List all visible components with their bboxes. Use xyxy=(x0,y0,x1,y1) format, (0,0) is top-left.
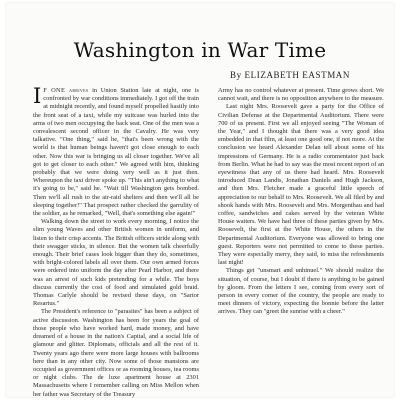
article-byline: By ELIZABETH EASTMAN xyxy=(230,70,350,80)
left-paragraph-1-text: in Union Station late at night, one is confronted by war conditions immediately. I got off the train at midnight recently, and found myself propelled hastily into the front seat of a taxi, while my suitcase was hurled into the arms of two men occupying the back seat. One of the men was a convalescent second officer in the Cavalry. He was very talkative. "One thing," said he, "that's been wrong with the world is that human beings haven't got close enough to each other. Now this war is bringing us all closer together. We've all got to get closer to each other." We agreed with him, thinking probably that we were doing very well as it just then. Whereupon the taxi driver spoke up. "This ain't anything to what it's going to be," said he. "Wait till Washington gets bombed. Then we'll all rush to the air-raid shelters and then we'll all be sleeping together!" That prospect rather checked the garrulity of the soldier, as he remarked, "Well, that's something else again!" xyxy=(33,87,199,218)
lead-words: F ONE arrives xyxy=(43,87,89,94)
right-column xyxy=(218,87,384,317)
magazine-page xyxy=(6,3,394,397)
left-paragraph-3: The President's reference to "parasites" has been a subject of active discussion. Washington has been for years the goal of those people who have worked hard, made money, and have dreamed of a house in the nation's Capital, and a social life of glamour and glitter. Diplomats, officials and all the rest of it. Twenty years ago there were more large houses with ballrooms here than in any other city. Now some of those mansions are occupied as government offices or as rooming houses, tea rooms or night clubs. The de luxe apartment house at 2301 Massachusetts where I remember calling on Miss Mellon when her father was Secretary of the Treasury xyxy=(33,308,199,398)
right-paragraph-2: Last night Mrs. Roosevelt gave a party for the Office of Civilian Defense at the Departmental Auditorium. There were 700 of us present. First we all enjoyed seeing "The Woman of the Year," and I thought that there was a very good idea embedded in that film, at least one good one, if not more. At the conclusion we heard Alexander Delan tell about some of his impressions of Germany. He is a radio commentator just back from Berlin. What he had to say was the most recent report of an eyewitness that any of us there had heard. Mrs. Roosevelt introduced Dean Landis, Jonathan Daniels and Hugh Jackson, and then Mrs. Fletcher made a graceful little speech of appreciation to our behalf to Mrs. Roosevelt. We all filed by and shook hands with Mrs. Roosevelt and Mrs. Morgenthau and had coffee, sandwiches and cakes served by the veteran White House waiters. We have had three of these parties given by Mrs. Roosevelt, the first at the White House, the others in the Departmental Auditorium. Everyone was allowed to bring one guest. Reporters were not permitted to come to these parties. They were especially merry, they said, to miss the refreshments last night! xyxy=(218,103,384,267)
left-paragraph-1 xyxy=(33,84,199,218)
left-paragraph-2: Walking down the street to work every morning, I notice the slim young Waves and other British women in uniform, and listen to their crisp accents. The British officers stride along with their swagger sticks, in silence. But the women talk cheerfully enough. Their brief cases look bigger than they do, sometimes, with bright-colored labels all over them. Our own armed forces were ordered into uniform the day after Pearl Harbor, and there was an arrest of such kids pretending for a while. The boys discuss currently the cost of food and simulated gold braid. Thomas Carlyle should be revised these days, on "Sartor Resartus." xyxy=(33,218,199,308)
left-column xyxy=(33,84,199,399)
right-paragraph-3: Things get "unsmart and unhinuel." We should realize the situation, of course, but I doubt if there is anything to be gained by gloom. From the letters I see, coming from every sort of person in every corner of the country, the people are ready to meet dinners of victory, expecting the bonnie before the latter arrives. They can "greet the sunrise with a cheer." xyxy=(218,267,384,316)
drop-cap: I xyxy=(33,84,42,108)
right-paragraph-1: Army has no control whatever at present. Time grows short. We cannot wait, and there is no opposition anywhere to the measure. xyxy=(218,87,384,103)
article-title: Washington in War Time xyxy=(73,38,327,62)
